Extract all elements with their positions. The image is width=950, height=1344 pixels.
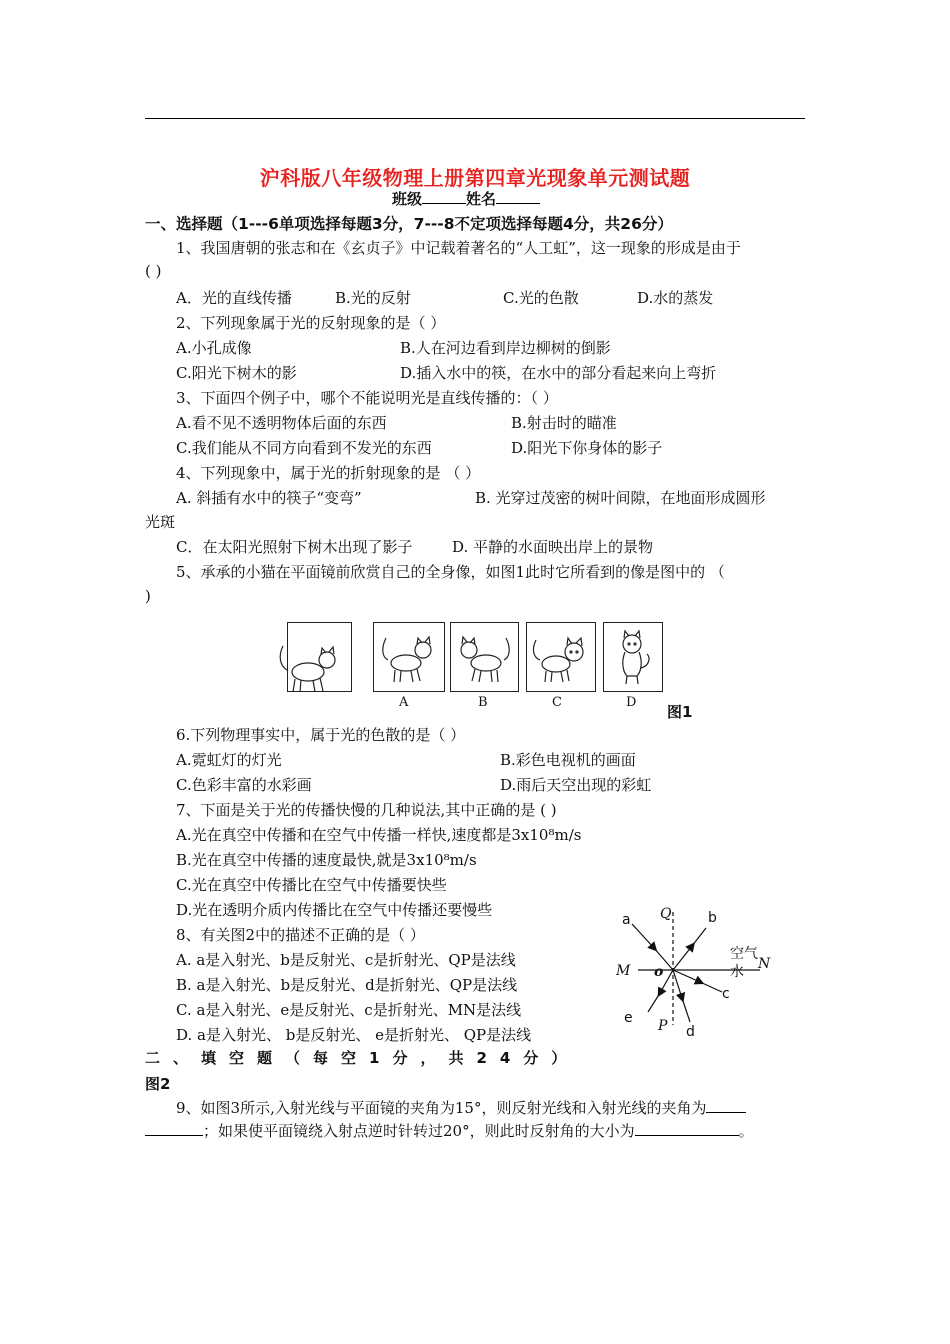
q3-option-a: A.看不见不透明物体后面的东西 bbox=[176, 414, 387, 432]
q2-option-d: D.插入水中的筷，在水中的部分看起来向上弯折 bbox=[400, 364, 717, 382]
class-name-line bbox=[392, 189, 540, 209]
section1-heading: 一、选择题（1---6单项选择每题3分，7---8不定项选择每题4分，共26分） bbox=[145, 215, 673, 233]
q8-option-a: A. a是入射光、b是反射光、c是折射光、QP是法线 bbox=[176, 951, 516, 969]
q1-option-c: C.光的色散 bbox=[503, 289, 579, 307]
q9-text-2: ；如果使平面镜绕入射点逆时针转过20°，则此时反射角的大小为 bbox=[203, 1122, 635, 1140]
ray-a bbox=[632, 924, 654, 948]
q7-option-c: C.光在真空中传播比在空气中传播要快些 bbox=[176, 876, 447, 894]
q6-option-d: D.雨后天空出现的彩虹 bbox=[500, 776, 652, 794]
q6-option-c: C.色彩丰富的水彩画 bbox=[176, 776, 312, 794]
q7-option-a: A.光在真空中传播和在空气中传播一样快,速度都是3x10⁸m/s bbox=[176, 826, 582, 844]
image-label-c: C bbox=[552, 695, 562, 710]
image-label-d: D bbox=[626, 695, 637, 710]
q4-option-d: D. 平静的水面映出岸上的景物 bbox=[452, 538, 654, 556]
q2-option-a: A.小孔成像 bbox=[176, 339, 252, 357]
name-blank[interactable] bbox=[496, 189, 540, 204]
q3-option-d: D.阳光下你身体的影子 bbox=[511, 439, 663, 457]
label-n: N bbox=[758, 956, 771, 972]
q8-option-d: D. a是入射光、 b是反射光、 e是折射光、 QP是法线 bbox=[176, 1026, 532, 1044]
label-p: P bbox=[658, 1018, 668, 1034]
q7-stem: 7、下面是关于光的传播快慢的几种说法,其中正确的是 ( ) bbox=[176, 801, 557, 819]
q7-option-d: D.光在透明介质内传播比在空气中传播还要慢些 bbox=[176, 901, 493, 919]
q6-stem: 6.下列物理事实中，属于光的色散的是（ ） bbox=[176, 726, 466, 744]
ray-d bbox=[673, 970, 682, 998]
image-label-a: A bbox=[399, 695, 409, 710]
q7-option-b: B.光在真空中传播的速度最快,就是3x10⁸m/s bbox=[176, 851, 477, 869]
figure-2-caption: 图2 bbox=[145, 1075, 171, 1093]
label-air: 空气 bbox=[730, 946, 758, 962]
q9-text-1: 9、如图3所示,入射光线与平面镜的夹角为15°，则反射光线和入射光线的夹角为 bbox=[176, 1099, 707, 1117]
label-b: b bbox=[708, 910, 717, 926]
q1-option-d: D.水的蒸发 bbox=[637, 289, 714, 307]
name-label: 姓名 bbox=[466, 190, 497, 208]
q2-option-c: C.阳光下树木的影 bbox=[176, 364, 297, 382]
image-label-b: B bbox=[478, 695, 488, 710]
q6-option-b: B.彩色电视机的画面 bbox=[500, 751, 636, 769]
q3-option-b: B.射击时的瞄准 bbox=[511, 414, 617, 432]
q4-option-a: A. 斜插有水中的筷子“变弯” bbox=[176, 489, 362, 507]
cat-a-icon bbox=[376, 630, 440, 688]
q4-option-b-cont: 光斑 bbox=[145, 513, 176, 531]
q9-blank-1-cont[interactable] bbox=[145, 1121, 203, 1136]
q8-stem: 8、有关图2中的描述不正确的是（ ） bbox=[176, 926, 425, 944]
q9-line2 bbox=[145, 1121, 754, 1141]
label-a: a bbox=[622, 912, 631, 928]
class-blank[interactable] bbox=[422, 189, 466, 204]
q5-stem-cont: ) bbox=[145, 587, 151, 605]
ray-b bbox=[673, 946, 692, 970]
cat-b-icon bbox=[452, 630, 516, 688]
q6-option-a: A.霓虹灯的灯光 bbox=[176, 751, 282, 769]
q5-stem: 5、承承的小猫在平面镜前欣赏自己的全身像，如图1此时它所看到的像是图中的 （ bbox=[176, 563, 725, 581]
figure-1-caption: 图1 bbox=[667, 703, 693, 721]
figure-2 bbox=[610, 900, 790, 1045]
q9-blank-2[interactable] bbox=[635, 1121, 739, 1136]
label-c: c bbox=[722, 986, 730, 1002]
label-e: e bbox=[624, 1010, 633, 1026]
q2-stem: 2、下列现象属于光的反射现象的是（ ） bbox=[176, 314, 446, 332]
q2-option-b: B.人在河边看到岸边柳树的倒影 bbox=[400, 339, 611, 357]
class-label: 班级 bbox=[392, 190, 423, 208]
q1-option-a: A．光的直线传播 bbox=[176, 289, 292, 307]
cat-c-icon bbox=[528, 630, 592, 688]
cat-original-icon bbox=[275, 636, 350, 696]
q8-option-c: C. a是入射光、e是反射光、c是折射光、MN是法线 bbox=[176, 1001, 522, 1019]
label-q: Q bbox=[660, 906, 672, 922]
label-d: d bbox=[686, 1024, 695, 1040]
ray-c bbox=[673, 970, 700, 982]
label-m: M bbox=[616, 963, 631, 979]
q9-text-3: 。 bbox=[738, 1122, 754, 1140]
label-o: o bbox=[654, 964, 664, 980]
q4-option-b: B. 光穿过茂密的树叶间隙，在地面形成圆形 bbox=[475, 489, 766, 507]
q1-stem: 1、我国唐朝的张志和在《玄贞子》中记载着著名的“人工虹”，这一现象的形成是由于 bbox=[176, 239, 741, 257]
page-title: 沪科版八年级物理上册第四章光现象单元测试题 bbox=[259, 166, 691, 190]
q1-stem-cont: ( ) bbox=[145, 262, 162, 280]
q9-blank-1[interactable] bbox=[706, 1098, 746, 1113]
q4-stem: 4、下列现象中，属于光的折射现象的是 （ ） bbox=[176, 464, 481, 482]
section2-heading: 二、填空题（每空1分，共24分） bbox=[145, 1049, 580, 1067]
q3-option-c: C.我们能从不同方向看到不发光的东西 bbox=[176, 439, 432, 457]
q9-line1 bbox=[176, 1098, 746, 1118]
header-rule bbox=[145, 118, 805, 119]
q3-stem: 3、下面四个例子中，哪个不能说明光是直线传播的：（ ） bbox=[176, 389, 558, 407]
q4-option-c: C．在太阳光照射下树木出现了影子 bbox=[176, 538, 413, 556]
q1-option-b: B.光的反射 bbox=[335, 289, 411, 307]
cat-d-icon bbox=[605, 628, 659, 688]
label-water: 水 bbox=[730, 964, 744, 980]
q8-option-b: B. a是入射光、b是反射光、d是折射光、QP是法线 bbox=[176, 976, 518, 994]
